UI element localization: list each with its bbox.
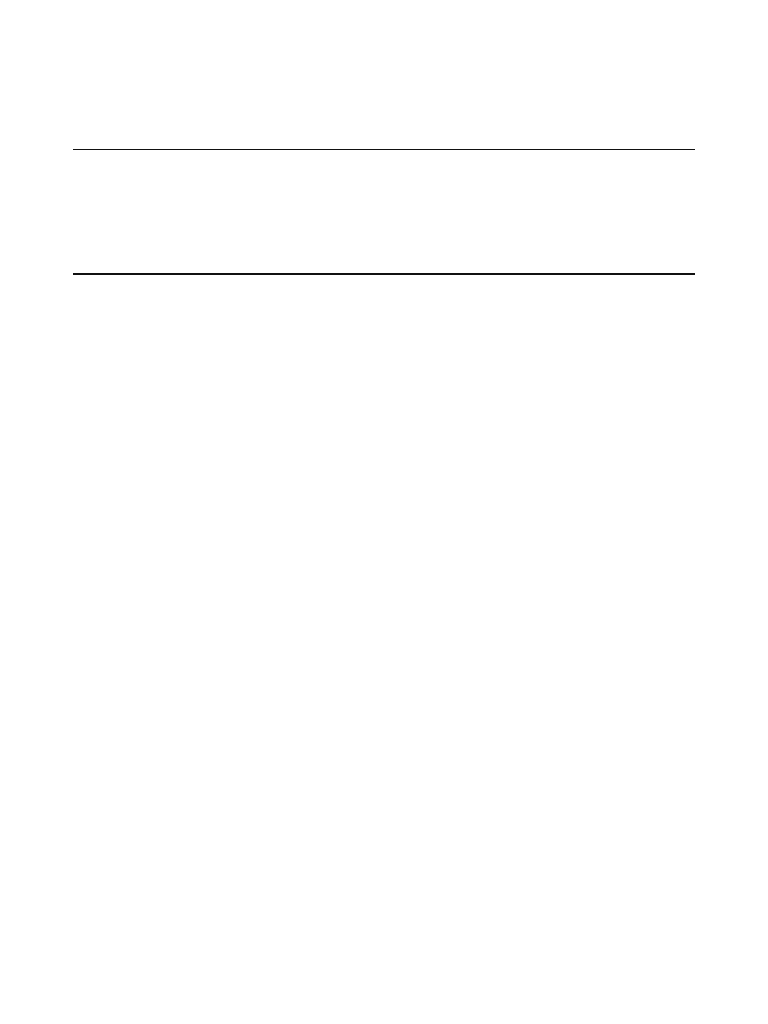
top-rule — [73, 149, 695, 150]
bottom-rule — [73, 273, 695, 275]
truss-figure — [120, 310, 640, 610]
